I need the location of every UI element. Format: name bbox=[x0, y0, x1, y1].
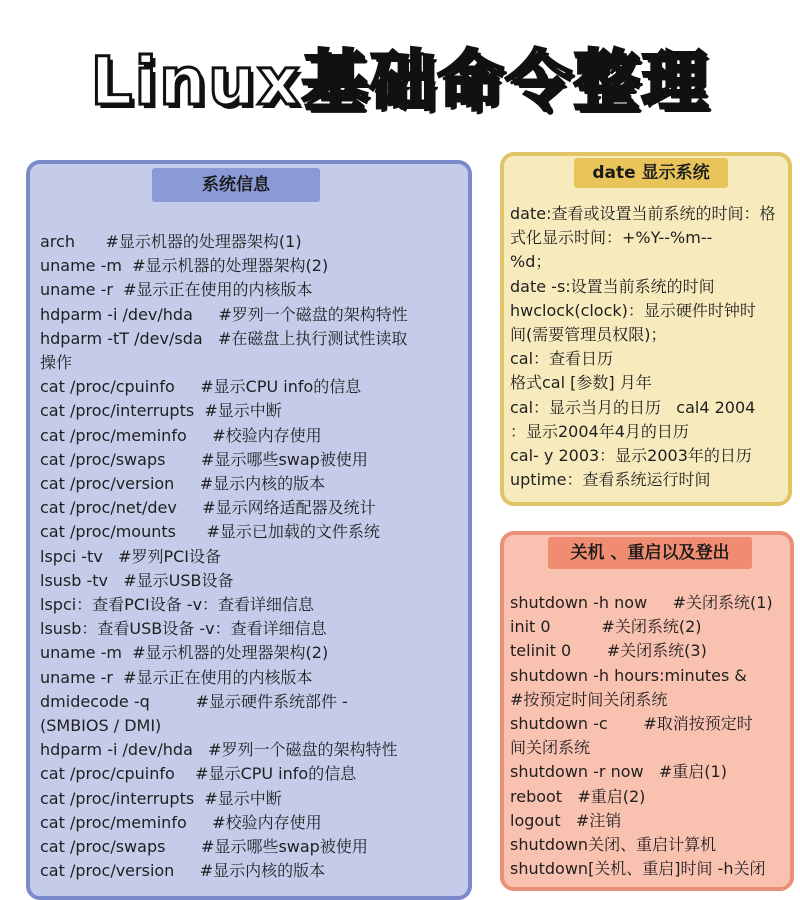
command-line: lspci -tv #罗列PCI设备 bbox=[40, 546, 221, 566]
command-line: cal- y 2003：显示2003年的日历 bbox=[510, 446, 752, 466]
command-line: cat /proc/cpuinfo #显示CPU info的信息 bbox=[40, 764, 357, 784]
command-line: cat /proc/interrupts #显示中断 bbox=[40, 401, 282, 421]
command-line: hdparm -i /dev/hda #罗列一个磁盘的架构特性 bbox=[40, 740, 398, 760]
shutdown-list bbox=[510, 591, 792, 881]
shutdown-card bbox=[500, 531, 794, 891]
command-line: #按预定时间关闭系统 bbox=[510, 689, 668, 709]
command-line: shutdown -h hours:minutes & bbox=[510, 665, 747, 685]
command-line: shutdown关闭、重启计算机 bbox=[510, 835, 717, 855]
command-line: reboot #重启(2) bbox=[510, 786, 646, 806]
command-line: uptime：查看系统运行时间 bbox=[510, 470, 711, 490]
command-line: uname -m #显示机器的处理器架构(2) bbox=[40, 256, 329, 276]
command-line: 格式cal [参数] 月年 bbox=[510, 373, 652, 393]
command-line: cat /proc/swaps #显示哪些swap被使用 bbox=[40, 449, 368, 469]
shutdown-header: 关机 、重启以及登出 bbox=[548, 537, 752, 569]
command-line: uname -r #显示正在使用的内核版本 bbox=[40, 280, 313, 300]
command-line: cat /proc/mounts #显示已加载的文件系统 bbox=[40, 522, 380, 542]
command-line: cat /proc/cpuinfo #显示CPU info的信息 bbox=[40, 377, 362, 397]
command-line: uname -m #显示机器的处理器架构(2) bbox=[40, 643, 329, 663]
command-line: shutdown[关机、重启]时间 -h关闭 bbox=[510, 859, 766, 879]
command-line: cat /proc/swaps #显示哪些swap被使用 bbox=[40, 837, 368, 857]
system-info-card bbox=[26, 160, 472, 900]
date-header: date 显示系统 bbox=[574, 158, 728, 188]
command-line: ：显示2004年4月的日历 bbox=[510, 421, 689, 441]
command-line: cat /proc/interrupts #显示中断 bbox=[40, 788, 282, 808]
command-line: hwclock(clock)：显示硬件时钟时 bbox=[510, 300, 756, 320]
command-line: lspci：查看PCI设备 -v：查看详细信息 bbox=[40, 595, 315, 615]
command-line: date -s:设置当前系统的时间 bbox=[510, 276, 715, 296]
command-line: cat /proc/meminfo #校验内存使用 bbox=[40, 425, 322, 445]
system-info-list bbox=[40, 230, 460, 883]
command-line: cat /proc/version #显示内核的版本 bbox=[40, 861, 326, 881]
command-line: arch #显示机器的处理器架构(1) bbox=[40, 232, 302, 251]
command-line: uname -r #显示正在使用的内核版本 bbox=[40, 667, 313, 687]
command-line: cal：显示当月的日历 cal4 2004 bbox=[510, 397, 756, 417]
command-line: telinit 0 #关闭系统(3) bbox=[510, 641, 707, 661]
command-line: shutdown -r now #重启(1) bbox=[510, 762, 727, 782]
command-line: (SMBIOS / DMI) bbox=[40, 716, 162, 736]
date-list bbox=[510, 202, 790, 492]
command-line: logout #注销 bbox=[510, 810, 622, 830]
command-line: date:查看或设置当前系统的时间：格 bbox=[510, 204, 776, 223]
date-card bbox=[500, 152, 792, 506]
command-line: 间关闭系统 bbox=[510, 738, 591, 758]
command-line: cat /proc/meminfo #校验内存使用 bbox=[40, 812, 322, 832]
command-line: shutdown -c #取消按预定时 bbox=[510, 714, 753, 734]
command-line: cal：查看日历 bbox=[510, 349, 614, 369]
command-line: hdparm -i /dev/hda #罗列一个磁盘的架构特性 bbox=[40, 304, 408, 324]
command-line: cat /proc/version #显示内核的版本 bbox=[40, 474, 326, 494]
system-info-header: 系统信息 bbox=[152, 168, 320, 202]
command-line: 操作 bbox=[40, 353, 73, 373]
command-line: hdparm -tT /dev/sda #在磁盘上执行测试性读取 bbox=[40, 328, 408, 348]
command-line: lsusb：查看USB设备 -v：查看详细信息 bbox=[40, 619, 327, 639]
command-line: lsusb -tv #显示USB设备 bbox=[40, 570, 234, 590]
command-line: dmidecode -q #显示硬件系统部件 - bbox=[40, 691, 348, 711]
command-line: init 0 #关闭系统(2) bbox=[510, 617, 702, 637]
command-line: 间(需要管理员权限)； bbox=[510, 325, 667, 345]
command-line: 式化显示时间：+%Y--%m-- bbox=[510, 228, 713, 248]
command-line: cat /proc/net/dev #显示网络适配器及统计 bbox=[40, 498, 376, 518]
command-line: shutdown -h now #关闭系统(1) bbox=[510, 593, 773, 612]
page-title: Linux基础命令整理 bbox=[90, 43, 710, 120]
command-line: %d； bbox=[510, 252, 552, 272]
